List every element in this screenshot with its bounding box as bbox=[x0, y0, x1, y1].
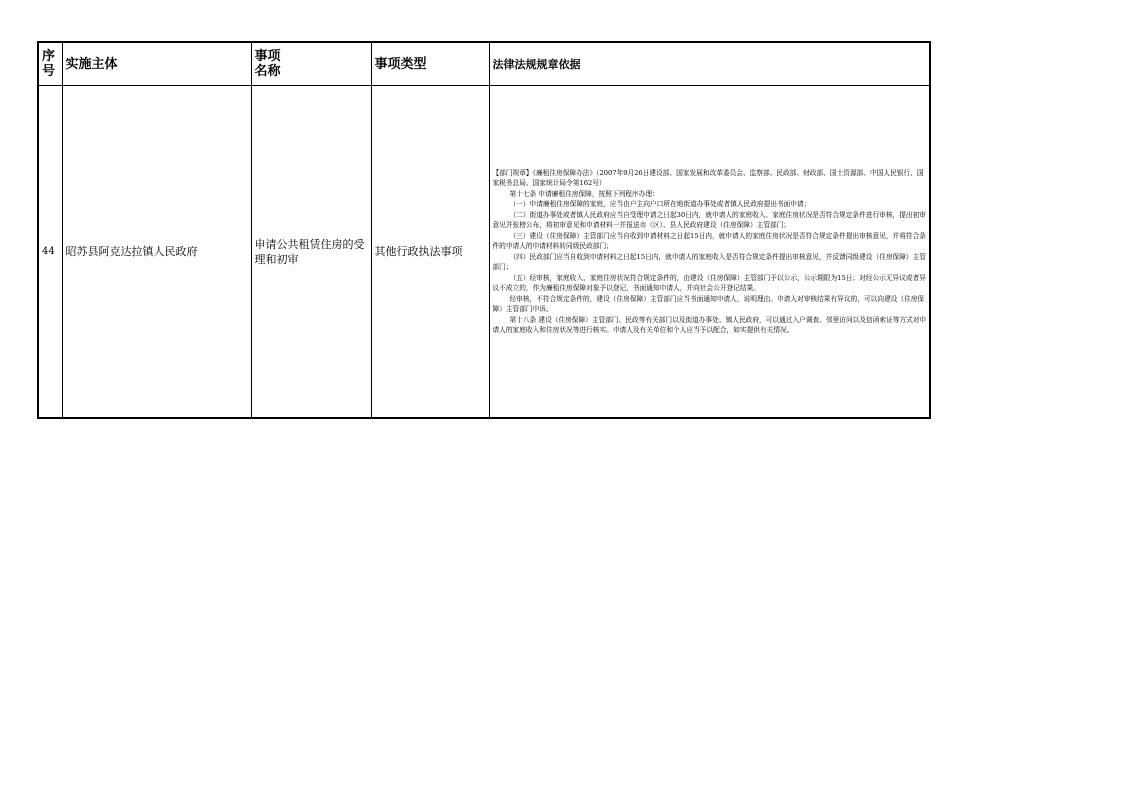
row-legal-basis bbox=[489, 86, 930, 419]
legal-paragraph: 第十七条 申请廉租住房保障，按照下列程序办理： bbox=[509, 189, 659, 198]
matters-table bbox=[37, 41, 931, 419]
row-item-type: 其他行政执法事项 bbox=[371, 86, 489, 419]
header-row bbox=[38, 42, 930, 86]
header-entity: 实施主体 bbox=[62, 42, 251, 86]
legal-paragraph: 第十八条 建设（住房保障）主管部门、民政等有关部门以及街道办事处、镇人民政府，可以通过入户调查、邻里访问以及信函索证等方式对申请人的家庭收入和住房状况等进行核实。申请人及有关单位和个人应当予以配合，如实提供有关情况。 bbox=[492, 315, 927, 334]
row-seq: 44 bbox=[38, 86, 62, 419]
table-row bbox=[38, 86, 930, 419]
header-item-name: 事项名称 bbox=[251, 42, 371, 86]
row-entity: 昭苏县阿克达拉镇人民政府 bbox=[62, 86, 251, 419]
legal-paragraph: （四）民政部门应当自收到申请材料之日起15日内，就申请人的家庭收入是否符合规定条件提出审核意见，并反馈同级建设（住房保障）主管部门； bbox=[492, 252, 926, 271]
legal-paragraph: 【部门规章】《廉租住房保障办法》（2007年9月26日建设部、国家发展和改革委员会、监察部、民政部、财政部、国土资源部、中国人民银行、国家税务总局、国家统计局令第162号） bbox=[492, 168, 924, 187]
legal-paragraph: （五）经审核，家庭收入、家庭住房状况符合规定条件的，由建设（住房保障）主管部门予以公示，公示期限为15日；对经公示无异议或者异议不成立的，作为廉租住房保障对象予以登记，书面通知申请人，并向社会公开登记结果。 bbox=[492, 273, 926, 292]
legal-paragraph: （三）建设（住房保障）主管部门应当自收到申请材料之日起15日内，就申请人的家庭住房状况是否符合规定条件提出审核意见，并将符合条件的申请人的申请材料转同级民政部门； bbox=[492, 231, 926, 250]
legal-paragraph: （一）申请廉租住房保障的家庭，应当由户主向户口所在地街道办事处或者镇人民政府提出书面申请； bbox=[509, 200, 811, 208]
legal-paragraph: 经审核，不符合规定条件的，建设（住房保障）主管部门应当书面通知申请人，说明理由。申请人对审核结果有异议的，可以向建设（住房保障）主管部门申诉。 bbox=[492, 294, 925, 313]
header-seq: 序号 bbox=[38, 42, 62, 86]
header-legal-basis: 法律法规规章依据 bbox=[489, 42, 930, 86]
legal-paragraph: （二）街道办事处或者镇人民政府应当自受理申请之日起30日内，就申请人的家庭收入、家庭住房状况是否符合规定条件进行审核，提出初审意见并张榜公布，将初审意见和申请材料一并报送市（区）、县人民政府建设（住房保障）主管部门； bbox=[492, 210, 926, 229]
header-item-type: 事项类型 bbox=[371, 42, 489, 86]
row-item-name: 申请公共租赁住房的受理和初审 bbox=[251, 86, 371, 419]
